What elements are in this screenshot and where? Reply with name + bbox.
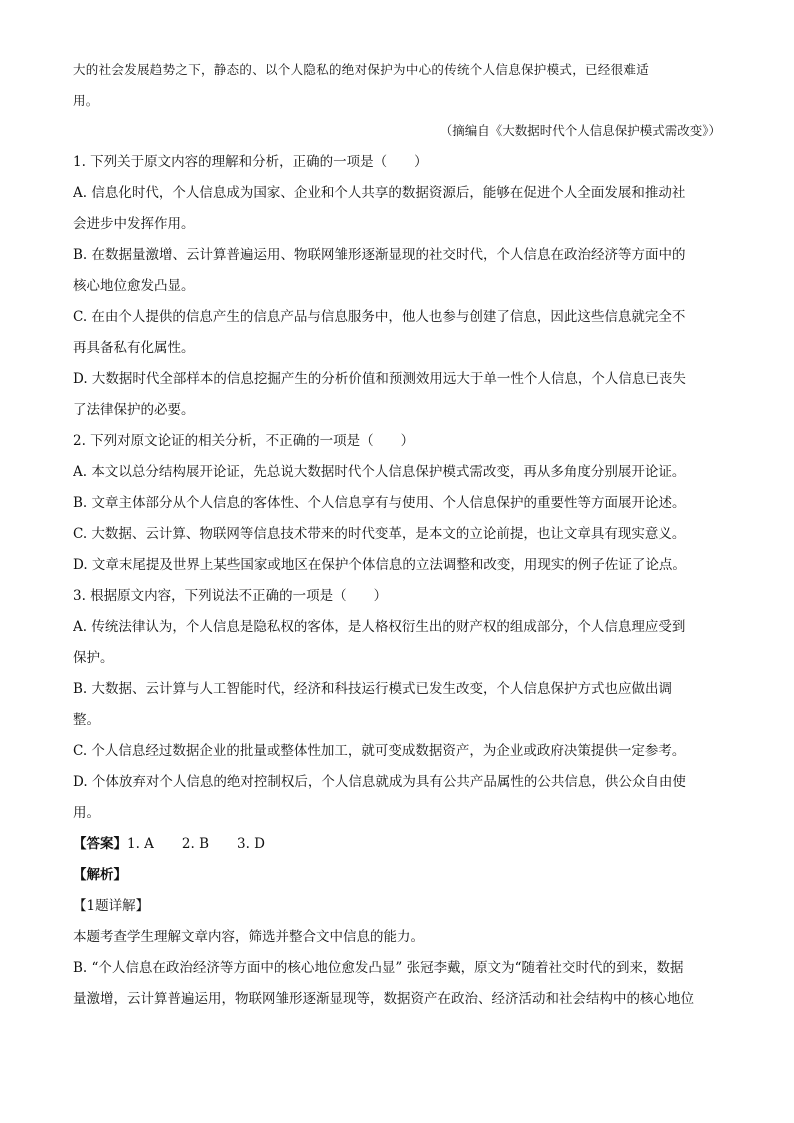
- answer-3: 3. D: [237, 836, 266, 852]
- answer-label: 【答案】: [73, 836, 127, 852]
- analysis-line: 本题考查学生理解文章内容，筛选并整合文中信息的能力。: [73, 929, 424, 945]
- question-1-stem: 1. 下列关于原文内容的理解和分析，正确的一项是（ ）: [73, 154, 428, 170]
- question-2-option-d: D. 文章末尾提及世界上某些国家或地区在保护个体信息的立法调整和改变，用现实的例子佐证了论点。: [73, 557, 686, 573]
- analysis-line: 量激增，云计算普遍运用，物联网雏形逐渐显现等，数据资产在政治、经济活动和社会结构中的核心地位: [73, 991, 694, 1007]
- question-1-option-c-cont: 再具备私有化属性。: [73, 340, 195, 356]
- question-2-option-b: B. 文章主体部分从个人信息的客体性、个人信息享有与使用、个人信息保护的重要性等方面展开论述。: [73, 495, 686, 511]
- source-citation: （摘编自《大数据时代个人信息保护模式需改变》）: [439, 123, 721, 138]
- question-3-option-c: C. 个人信息经过数据企业的批量或整体性加工，就可变成数据资产，为企业或政府决策提供一定参考。: [73, 743, 686, 759]
- analysis-line: B. “个人信息在政治经济等方面中的核心地位愈发凸显” 张冠李戴，原文为“随着社交时代的到来，数据: [73, 960, 684, 976]
- analysis-detail-label: 【1题详解】: [73, 898, 150, 914]
- question-1-option-c: C. 在由个人提供的信息产生的信息产品与信息服务中，他人也参与创建了信息，因此这些信息就完全不: [73, 309, 686, 325]
- question-1-option-a: A. 信息化时代，个人信息成为国家、企业和个人共享的数据资源后，能够在促进个人全面发展和推动社: [73, 185, 686, 201]
- question-1-option-a-cont: 会进步中发挥作用。: [73, 216, 195, 232]
- document-page: [73, 60, 721, 1009]
- answer-2: 2. B: [181, 836, 210, 852]
- question-3-option-a-cont: 保护。: [73, 650, 114, 666]
- question-1-option-d-cont: 了法律保护的必要。: [73, 402, 195, 418]
- question-2-stem: 2. 下列对原文论证的相关分析，不正确的一项是（ ）: [73, 433, 415, 449]
- answer-line: [73, 834, 721, 854]
- question-3-option-a: A. 传统法律认为，个人信息是隐私权的客体，是人格权衍生出的财产权的组成部分，个人信息理应受到: [73, 619, 686, 635]
- question-3-option-b: B. 大数据、云计算与人工智能时代，经济和科技运行模式已发生改变，个人信息保护方式也应做出调: [73, 681, 673, 697]
- question-1-option-b: B. 在数据量激增、云计算普遍运用、物联网雏形逐渐显现的社交时代，个人信息在政治经济等方面中的: [73, 247, 686, 263]
- intro-line: 用。: [73, 93, 99, 108]
- answer-1: 1. A: [127, 836, 154, 852]
- question-3-stem: 3. 根据原文内容，下列说法不正确的一项是（ ）: [73, 588, 388, 604]
- question-1-option-d: D. 大数据时代全部样本的信息挖掘产生的分析价值和预测效用远大于单一性个人信息，个人信息已丧失: [73, 371, 686, 387]
- question-2-option-a: A. 本文以总分结构展开论证，先总说大数据时代个人信息保护模式需改变，再从多角度分别展开论证。: [73, 464, 686, 480]
- question-1-option-b-cont: 核心地位愈发凸显。: [73, 278, 195, 294]
- question-3-option-d: D. 个体放弃对个人信息的绝对控制权后，个人信息就成为具有公共产品属性的公共信息，供公众自由使: [73, 774, 686, 790]
- question-2-option-c: C. 大数据、云计算、物联网等信息技术带来的时代变革，是本文的立论前提，也让文章具有现实意义。: [73, 526, 686, 542]
- question-3-option-d-cont: 用。: [73, 805, 100, 821]
- question-3-option-b-cont: 整。: [73, 712, 100, 728]
- analysis-label: 【解析】: [73, 867, 127, 883]
- intro-line: 大的社会发展趋势之下，静态的、以个人隐私的绝对保护为中心的传统个人信息保护模式，已经很难适: [73, 62, 650, 77]
